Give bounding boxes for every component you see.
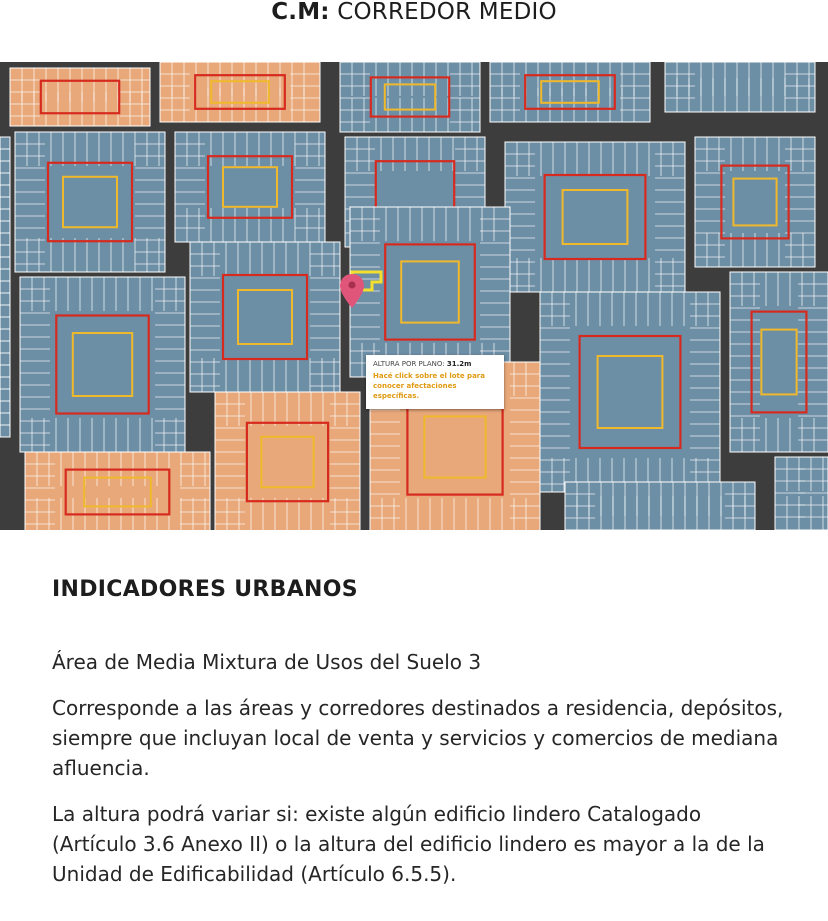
urban-indicators [52, 575, 792, 889]
city-block [505, 142, 685, 292]
popup-hint-line-2: conocer afectaciones específicas. [373, 382, 457, 400]
block-blue [20, 277, 185, 452]
city-block [160, 62, 320, 122]
block-blue [505, 142, 685, 292]
city-block [665, 62, 815, 112]
city-block [490, 62, 650, 122]
height-popup [366, 355, 504, 409]
block-blue [175, 132, 325, 242]
city-block [190, 242, 340, 392]
city-block [695, 137, 815, 267]
block-blue [15, 132, 165, 272]
block-blue [190, 242, 340, 392]
city-block [540, 292, 720, 492]
page-header [0, 0, 828, 62]
city-block [215, 392, 360, 530]
block-blue [340, 62, 480, 132]
city-block [730, 272, 828, 452]
block-orange [215, 392, 360, 530]
section-title: INDICADORES URBANOS [52, 577, 358, 602]
city-block [25, 452, 210, 530]
block-blue [540, 292, 720, 492]
height-note: La altura podrá variar si: existe algún edificio lindero Catalogado (Artículo 3.6 Anexo II) o la altura del edificio lindero es mayor a la de la Unidad de Edificabilidad (Artículo 6.5.5). [52, 802, 765, 886]
city-block [10, 68, 150, 126]
area-description: Corresponde a las áreas y corredores destinados a residencia, depósitos, siempre que incluyan local de venta y servicios y comercios de mediana afluencia. [52, 696, 784, 780]
city-block [0, 137, 10, 437]
height-value: 31.2m [446, 360, 472, 368]
block-blue [0, 137, 10, 437]
city-block [775, 457, 828, 530]
zone-title: CORREDOR MEDIO [337, 0, 557, 25]
block-blue [775, 457, 828, 530]
city-block [175, 132, 325, 242]
height-row [373, 359, 498, 369]
popup-hint-line-1: Hacé click sobre el lote para [373, 372, 485, 380]
map-pin-dot [349, 282, 356, 289]
height-label: ALTURA POR PLANO: [373, 360, 445, 368]
area-name: Área de Media Mixtura de Usos del Suelo 3 [52, 650, 482, 674]
city-block [565, 482, 755, 530]
block-blue [665, 62, 815, 112]
zoning-map[interactable] [0, 62, 828, 530]
zone-code: C.M: [271, 0, 330, 25]
city-block [20, 277, 185, 452]
block-blue [730, 272, 828, 452]
block-orange [10, 68, 150, 126]
city-block [340, 62, 480, 132]
city-block [15, 132, 165, 272]
map-canvas[interactable] [0, 62, 828, 530]
city-block [350, 207, 510, 377]
